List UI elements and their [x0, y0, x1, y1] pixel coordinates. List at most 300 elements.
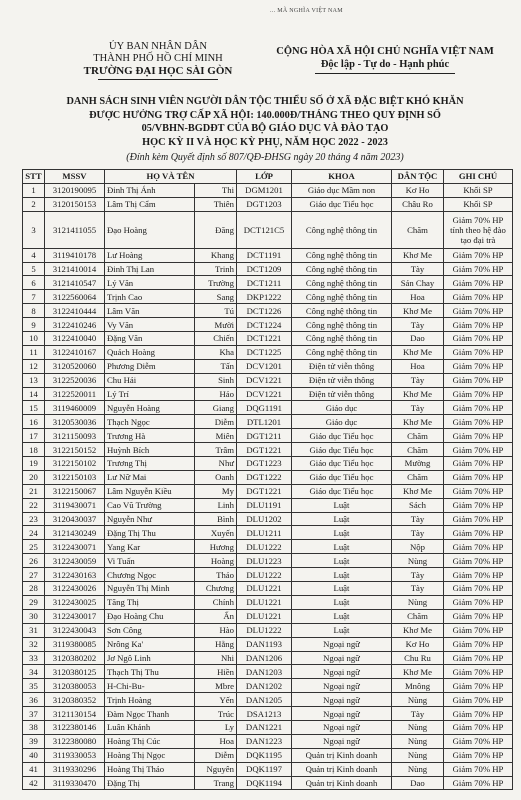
cell-mssv: 3121150093 — [45, 429, 105, 443]
cell-faculty: Ngoại ngữ — [292, 720, 392, 734]
cell-faculty: Luật — [292, 498, 392, 512]
cell-given-name: Diễm — [195, 415, 237, 429]
cell-ethnicity: Tày — [392, 707, 444, 721]
cell-class: DCT1221 — [237, 332, 292, 346]
cell-stt: 8 — [23, 304, 45, 318]
cell-surname: Vy Văn — [105, 318, 195, 332]
cell-given-name: Ly — [195, 720, 237, 734]
cell-surname: Lâm Nguyễn Kiều — [105, 484, 195, 498]
cell-given-name: Đăng — [195, 211, 237, 248]
cell-note: Giảm 70% HP — [444, 470, 513, 484]
cell-stt: 3 — [23, 211, 45, 248]
cell-note: Giảm 70% HP — [444, 304, 513, 318]
cell-given-name: Trâm — [195, 443, 237, 457]
cell-mssv: 3121411055 — [45, 211, 105, 248]
cell-mssv: 3120380352 — [45, 693, 105, 707]
cell-class: DQK1194 — [237, 776, 292, 790]
cell-mssv: 3122430026 — [45, 582, 105, 596]
cell-mssv: 3122430017 — [45, 609, 105, 623]
table-row — [23, 582, 513, 596]
cell-note: Khối SP — [444, 183, 513, 197]
cell-surname: Trịnh Cao — [105, 290, 195, 304]
cell-note: Khối SP — [444, 197, 513, 211]
cell-given-name: Khang — [195, 248, 237, 262]
cell-stt: 6 — [23, 276, 45, 290]
cell-ethnicity: Khơ Me — [392, 623, 444, 637]
cell-mssv: 3121410014 — [45, 262, 105, 276]
cell-note: Giảm 70% HP — [444, 637, 513, 651]
cell-ethnicity: Chăm — [392, 211, 444, 248]
cell-given-name: Chính — [195, 595, 237, 609]
cell-given-name: Mbre — [195, 679, 237, 693]
cell-stt: 2 — [23, 197, 45, 211]
cell-note: Giảm 70% HP — [444, 512, 513, 526]
cell-stt: 7 — [23, 290, 45, 304]
cell-ethnicity: Châu Ro — [392, 197, 444, 211]
table-body — [23, 183, 513, 790]
cell-stt: 9 — [23, 318, 45, 332]
title-line-3: 05/VBHN-BGDĐT CỦA BỘ GIÁO DỤC VÀ ĐÀO TẠO — [141, 123, 389, 134]
header-note: GHI CHÚ — [444, 170, 513, 184]
cell-faculty: Luật — [292, 609, 392, 623]
cell-surname: Phương Diễm — [105, 359, 195, 373]
cell-class: DCT1211 — [237, 276, 292, 290]
cell-mssv: 3119380085 — [45, 637, 105, 651]
cell-surname: Lư Nữ Mai — [105, 470, 195, 484]
table-row — [23, 540, 513, 554]
cell-mssv: 3120150153 — [45, 197, 105, 211]
cell-given-name: Sang — [195, 290, 237, 304]
cell-ethnicity: Nùng — [392, 762, 444, 776]
cell-faculty: Công nghệ thông tin — [292, 318, 392, 332]
cell-stt: 16 — [23, 415, 45, 429]
cell-given-name: Hào — [195, 623, 237, 637]
cell-note: Giảm 70% HP — [444, 734, 513, 748]
cell-surname: Trương Thị — [105, 457, 195, 471]
cell-given-name: Nguyên — [195, 762, 237, 776]
cell-mssv: 3120380053 — [45, 679, 105, 693]
title-line-4: HỌC KỲ II VÀ HỌC KỲ PHỤ, NĂM HỌC 2022 - 2023 — [142, 136, 388, 148]
cell-surname: Đinh Thị Ánh — [105, 183, 195, 197]
cell-note: Giảm 70% HP — [444, 568, 513, 582]
cell-stt: 19 — [23, 457, 45, 471]
cell-mssv: 3119330470 — [45, 776, 105, 790]
cell-class: DAN1221 — [237, 720, 292, 734]
cell-faculty: Luật — [292, 512, 392, 526]
cell-class: DCT1209 — [237, 262, 292, 276]
cell-surname: Thạch Thị Thu — [105, 665, 195, 679]
cell-stt: 39 — [23, 734, 45, 748]
cell-stt: 34 — [23, 665, 45, 679]
table-row — [23, 429, 513, 443]
cell-faculty: Công nghệ thông tin — [292, 332, 392, 346]
cell-mssv: 3122430043 — [45, 623, 105, 637]
table-header-row — [23, 170, 513, 184]
cell-mssv: 3122410246 — [45, 318, 105, 332]
cell-surname: Sơn Công — [105, 623, 195, 637]
cell-class: DGT1221 — [237, 484, 292, 498]
cell-note: Giảm 70% HP — [444, 776, 513, 790]
cell-given-name: Mười — [195, 318, 237, 332]
table-row — [23, 197, 513, 211]
cell-ethnicity: Khơ Me — [392, 345, 444, 359]
cell-note: Giảm 70% HP — [444, 457, 513, 471]
cell-class: DLU1222 — [237, 540, 292, 554]
cell-stt: 13 — [23, 373, 45, 387]
cell-note: Giảm 70% HP — [444, 720, 513, 734]
cell-mssv: 3121130154 — [45, 707, 105, 721]
cell-stt: 40 — [23, 748, 45, 762]
motto: Độc lập - Tự do - Hạnh phúc — [320, 59, 450, 70]
motto-underline — [315, 73, 455, 74]
cell-class: DGT1223 — [237, 457, 292, 471]
cell-class: DGT1203 — [237, 197, 292, 211]
issuer-header — [48, 41, 268, 80]
cell-note: Giảm 70% HP — [444, 595, 513, 609]
table-row — [23, 415, 513, 429]
cell-given-name: Oanh — [195, 470, 237, 484]
cell-given-name: Linh — [195, 498, 237, 512]
cell-given-name: Miên — [195, 429, 237, 443]
cell-note: Giảm 70% HP — [444, 554, 513, 568]
table-row — [23, 734, 513, 748]
cell-faculty: Công nghệ thông tin — [292, 262, 392, 276]
cell-ethnicity: Tày — [392, 582, 444, 596]
cell-surname: Luân Khánh — [105, 720, 195, 734]
cell-faculty: Luật — [292, 540, 392, 554]
cell-faculty: Luật — [292, 526, 392, 540]
cell-surname: Trương Hà — [105, 429, 195, 443]
cell-ethnicity: Tày — [392, 262, 444, 276]
cell-faculty: Công nghệ thông tin — [292, 345, 392, 359]
top-header-fragment: ... MÃ NGHĨA VIỆT NAM — [270, 8, 343, 14]
cell-mssv: 3121410547 — [45, 276, 105, 290]
issuer-line-2: THÀNH PHỐ HỒ CHÍ MINH — [93, 53, 223, 64]
cell-mssv: 3120380125 — [45, 665, 105, 679]
cell-given-name: Tú — [195, 304, 237, 318]
cell-faculty: Điện tử viễn thông — [292, 359, 392, 373]
cell-ethnicity: Nộp — [392, 540, 444, 554]
cell-stt: 22 — [23, 498, 45, 512]
cell-note: Giảm 70% HP — [444, 623, 513, 637]
cell-faculty: Điện tử viễn thông — [292, 387, 392, 401]
cell-class: DAN1193 — [237, 637, 292, 651]
cell-faculty: Quản trị Kinh doanh — [292, 748, 392, 762]
cell-faculty: Ngoại ngữ — [292, 679, 392, 693]
national-motto-header — [255, 45, 515, 74]
issuer-line-3: TRƯỜNG ĐẠI HỌC SÀI GÒN — [83, 65, 233, 77]
cell-ethnicity: Nùng — [392, 748, 444, 762]
header-class: LỚP — [237, 170, 292, 184]
cell-ethnicity: Nùng — [392, 734, 444, 748]
table-row — [23, 651, 513, 665]
table-row — [23, 748, 513, 762]
cell-stt: 37 — [23, 707, 45, 721]
table-row — [23, 183, 513, 197]
cell-ethnicity: Nùng — [392, 693, 444, 707]
cell-stt: 5 — [23, 262, 45, 276]
cell-stt: 17 — [23, 429, 45, 443]
cell-surname: Jơ Ngô Linh — [105, 651, 195, 665]
table-row — [23, 693, 513, 707]
header-ethnicity: DÂN TỘC — [392, 170, 444, 184]
cell-surname: Tăng Thị — [105, 595, 195, 609]
table-row — [23, 211, 513, 248]
cell-ethnicity: Khơ Me — [392, 248, 444, 262]
cell-given-name: Trúc — [195, 707, 237, 721]
cell-ethnicity: Sách — [392, 498, 444, 512]
cell-class: DLU1223 — [237, 554, 292, 568]
cell-stt: 41 — [23, 762, 45, 776]
table-row — [23, 776, 513, 790]
cell-class: DCT1224 — [237, 318, 292, 332]
issuer-line-1: ỦY BAN NHÂN DÂN — [109, 41, 207, 52]
table-row — [23, 359, 513, 373]
cell-stt: 38 — [23, 720, 45, 734]
cell-faculty: Công nghệ thông tin — [292, 211, 392, 248]
cell-note: Giảm 70% HP — [444, 679, 513, 693]
cell-faculty: Công nghệ thông tin — [292, 248, 392, 262]
table-row — [23, 276, 513, 290]
cell-note: Giảm 70% HP — [444, 665, 513, 679]
cell-stt: 31 — [23, 623, 45, 637]
cell-surname: Yang Kar — [105, 540, 195, 554]
cell-class: DCT1191 — [237, 248, 292, 262]
cell-class: DGT1211 — [237, 429, 292, 443]
cell-given-name: Thi — [195, 183, 237, 197]
cell-mssv: 3122150152 — [45, 443, 105, 457]
cell-ethnicity: Hoa — [392, 359, 444, 373]
cell-faculty: Ngoại ngữ — [292, 651, 392, 665]
cell-faculty: Ngoại ngữ — [292, 665, 392, 679]
cell-faculty: Giáo dục — [292, 401, 392, 415]
cell-given-name: Nhi — [195, 651, 237, 665]
cell-stt: 36 — [23, 693, 45, 707]
cell-note: Giảm 70% HP — [444, 762, 513, 776]
cell-given-name: Thảo — [195, 568, 237, 582]
cell-surname: Đàm Ngọc Thanh — [105, 707, 195, 721]
cell-note: Giảm 70% HP — [444, 262, 513, 276]
table-row — [23, 623, 513, 637]
document-subtitle: (Đính kèm Quyết định số 807/QĐ-ĐHSG ngày 20 tháng 4 năm 2023) — [126, 152, 404, 163]
cell-note: Giảm 70% HP — [444, 373, 513, 387]
table-row — [23, 470, 513, 484]
cell-faculty: Giáo dục Tiểu học — [292, 197, 392, 211]
cell-given-name: Sinh — [195, 373, 237, 387]
cell-ethnicity: Mnông — [392, 679, 444, 693]
cell-ethnicity: Sán Chay — [392, 276, 444, 290]
table-row — [23, 609, 513, 623]
cell-class: DCV1221 — [237, 387, 292, 401]
cell-surname: Cao Vũ Trường — [105, 498, 195, 512]
table-row — [23, 512, 513, 526]
cell-ethnicity: Chăm — [392, 609, 444, 623]
cell-mssv: 3122520011 — [45, 387, 105, 401]
cell-note: Giảm 70% HP — [444, 540, 513, 554]
cell-stt: 33 — [23, 651, 45, 665]
cell-ethnicity: Tày — [392, 373, 444, 387]
cell-surname: Lư Hoàng — [105, 248, 195, 262]
cell-faculty: Công nghệ thông tin — [292, 276, 392, 290]
cell-class: DLU1222 — [237, 568, 292, 582]
cell-surname: Đặng Thị Thu — [105, 526, 195, 540]
cell-ethnicity: Dao — [392, 776, 444, 790]
cell-mssv: 3122410444 — [45, 304, 105, 318]
cell-surname: Đạo Hoàng Chu — [105, 609, 195, 623]
cell-class: DLU1222 — [237, 623, 292, 637]
table-row — [23, 373, 513, 387]
cell-faculty: Ngoại ngữ — [292, 734, 392, 748]
cell-surname: Chu Hải — [105, 373, 195, 387]
cell-stt: 4 — [23, 248, 45, 262]
cell-note: Giảm 70% HP — [444, 401, 513, 415]
cell-class: DSA1213 — [237, 707, 292, 721]
cell-ethnicity: Chăm — [392, 443, 444, 457]
cell-mssv: 3122410040 — [45, 332, 105, 346]
cell-mssv: 3122430059 — [45, 554, 105, 568]
cell-note: Giảm 70% HP — [444, 318, 513, 332]
cell-given-name: Hoa — [195, 734, 237, 748]
cell-mssv: 3122410167 — [45, 345, 105, 359]
cell-faculty: Giáo dục Tiểu học — [292, 484, 392, 498]
cell-stt: 42 — [23, 776, 45, 790]
cell-ethnicity: Tày — [392, 568, 444, 582]
header-stt: STT — [23, 170, 45, 184]
document-title — [20, 95, 510, 149]
cell-given-name: Thiên — [195, 197, 237, 211]
cell-stt: 14 — [23, 387, 45, 401]
cell-mssv: 3119330296 — [45, 762, 105, 776]
cell-ethnicity: Mường — [392, 457, 444, 471]
cell-surname: Huỳnh Bích — [105, 443, 195, 457]
cell-ethnicity: Khơ Me — [392, 484, 444, 498]
cell-ethnicity: Kơ Ho — [392, 183, 444, 197]
cell-surname: Lâm Thị Cẩm — [105, 197, 195, 211]
cell-stt: 32 — [23, 637, 45, 651]
cell-ethnicity: Nùng — [392, 554, 444, 568]
cell-surname: Lý Văn — [105, 276, 195, 290]
cell-given-name: Trinh — [195, 262, 237, 276]
table-row — [23, 443, 513, 457]
cell-mssv: 3122380080 — [45, 734, 105, 748]
cell-mssv: 3122520036 — [45, 373, 105, 387]
cell-ethnicity: Khơ Me — [392, 304, 444, 318]
cell-ethnicity: Chăm — [392, 470, 444, 484]
table-row — [23, 401, 513, 415]
cell-faculty: Ngoại ngữ — [292, 637, 392, 651]
cell-stt: 21 — [23, 484, 45, 498]
table-row — [23, 304, 513, 318]
cell-mssv: 3119410178 — [45, 248, 105, 262]
cell-faculty: Giáo dục — [292, 415, 392, 429]
cell-stt: 12 — [23, 359, 45, 373]
cell-faculty: Ngoại ngữ — [292, 693, 392, 707]
cell-surname: Đặng Văn — [105, 332, 195, 346]
cell-surname: Đặng Thị — [105, 776, 195, 790]
cell-note: Giảm 70% HP — [444, 345, 513, 359]
cell-surname: Quách Hoàng — [105, 345, 195, 359]
cell-mssv: 3122430163 — [45, 568, 105, 582]
cell-ethnicity: Dao — [392, 332, 444, 346]
cell-mssv: 3119430071 — [45, 498, 105, 512]
table-row — [23, 637, 513, 651]
cell-given-name: Giang — [195, 401, 237, 415]
cell-class: DCT1225 — [237, 345, 292, 359]
cell-faculty: Quản trị Kinh doanh — [292, 776, 392, 790]
cell-surname: Lâm Văn — [105, 304, 195, 318]
cell-mssv: 3120380202 — [45, 651, 105, 665]
cell-ethnicity: Nùng — [392, 720, 444, 734]
table-row — [23, 290, 513, 304]
table-row — [23, 332, 513, 346]
cell-note: Giảm 70% HP — [444, 526, 513, 540]
cell-mssv: 3120430037 — [45, 512, 105, 526]
cell-given-name: Chương — [195, 582, 237, 596]
cell-given-name: Bình — [195, 512, 237, 526]
cell-given-name: Ấn — [195, 609, 237, 623]
cell-class: DGT1221 — [237, 443, 292, 457]
cell-surname: Nguyễn Thị Minh — [105, 582, 195, 596]
cell-given-name: My — [195, 484, 237, 498]
cell-class: DAN1223 — [237, 734, 292, 748]
cell-given-name: Trường — [195, 276, 237, 290]
cell-class: DLU1221 — [237, 609, 292, 623]
cell-stt: 23 — [23, 512, 45, 526]
cell-mssv: 3121430249 — [45, 526, 105, 540]
cell-mssv: 3120190095 — [45, 183, 105, 197]
cell-mssv: 3122560064 — [45, 290, 105, 304]
cell-ethnicity: Khơ Me — [392, 665, 444, 679]
cell-given-name: Yến — [195, 693, 237, 707]
table-row — [23, 262, 513, 276]
table-row — [23, 457, 513, 471]
cell-class: DLU1211 — [237, 526, 292, 540]
title-line-1: DANH SÁCH SINH VIÊN NGƯỜI DÂN TỘC THIỂU SỐ Ở XÃ ĐẶC BIỆT KHÓ KHĂN — [66, 96, 464, 107]
cell-note: Giảm 70% HP — [444, 443, 513, 457]
cell-stt: 15 — [23, 401, 45, 415]
cell-note: Giảm 70% HP — [444, 415, 513, 429]
table-row — [23, 707, 513, 721]
cell-ethnicity: Chu Ru — [392, 651, 444, 665]
cell-note: Giảm 70% HP — [444, 429, 513, 443]
cell-faculty: Công nghệ thông tin — [292, 304, 392, 318]
cell-stt: 29 — [23, 595, 45, 609]
cell-stt: 10 — [23, 332, 45, 346]
cell-surname: Hoàng Thị Thảo — [105, 762, 195, 776]
issuer-underline — [98, 79, 218, 80]
table-row — [23, 318, 513, 332]
cell-mssv: 3122150102 — [45, 457, 105, 471]
cell-surname: Đạo Hoàng — [105, 211, 195, 248]
table-row — [23, 595, 513, 609]
table-row — [23, 498, 513, 512]
cell-class: DAN1206 — [237, 651, 292, 665]
student-table — [22, 169, 513, 790]
cell-ethnicity: Hoa — [392, 290, 444, 304]
cell-ethnicity: Tày — [392, 318, 444, 332]
cell-stt: 11 — [23, 345, 45, 359]
cell-stt: 28 — [23, 582, 45, 596]
cell-given-name: Tấn — [195, 359, 237, 373]
cell-class: DGT1222 — [237, 470, 292, 484]
cell-note: Giảm 70% HP — [444, 582, 513, 596]
cell-class: DLU1221 — [237, 595, 292, 609]
cell-ethnicity: Kơ Ho — [392, 637, 444, 651]
cell-given-name: Kha — [195, 345, 237, 359]
cell-note: Giảm 70% HP — [444, 290, 513, 304]
cell-surname: Vi Tuấn — [105, 554, 195, 568]
cell-given-name: Hoàng — [195, 554, 237, 568]
